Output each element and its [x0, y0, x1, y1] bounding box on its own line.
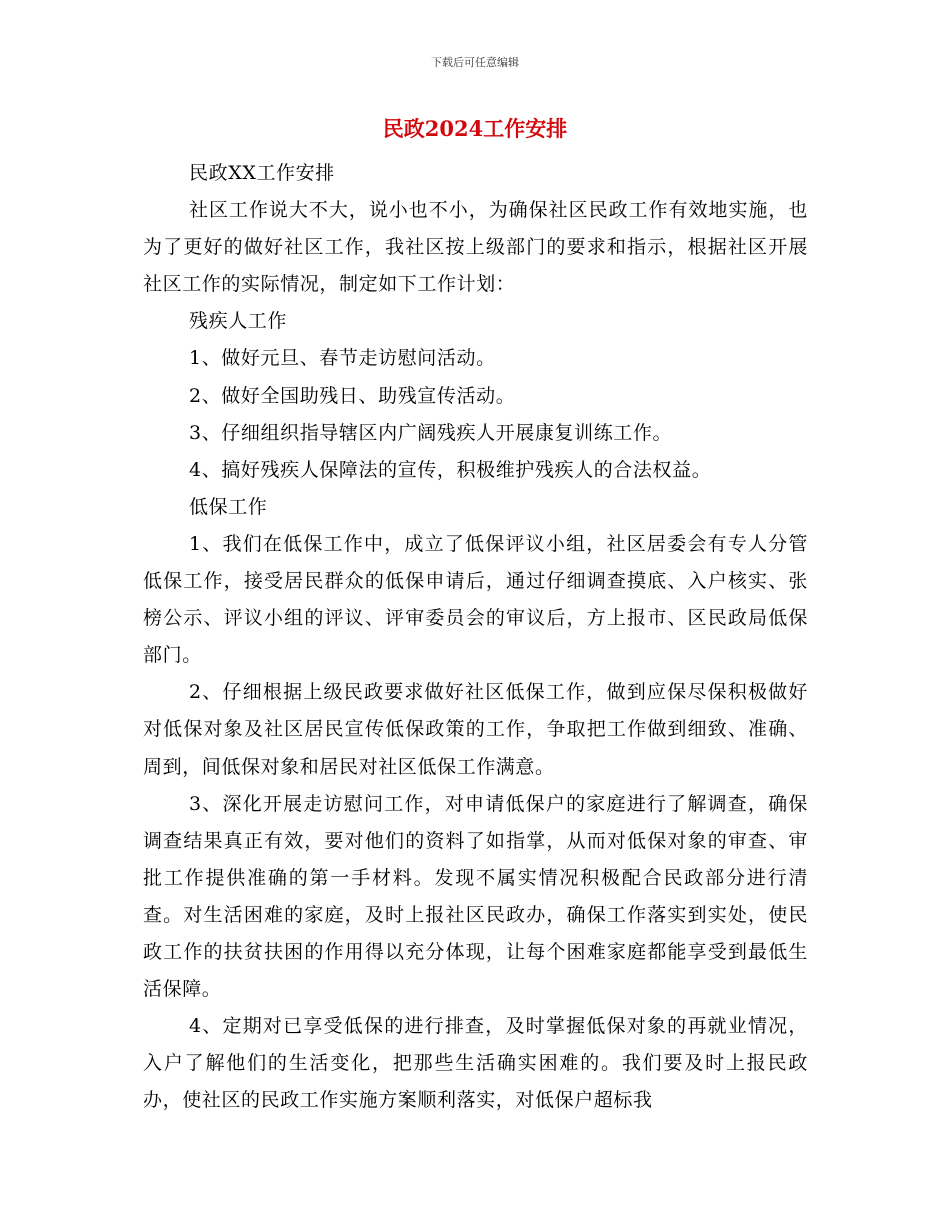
document-title: 民政2024工作安排	[382, 116, 568, 141]
list-item: 3、深化开展走访慰问工作，对申请低保户的家庭进行了解调查，确保调查结果真正有效，要对他们的资料了如指掌，从而对低保对象的审查、审批工作提供准确的第一手材料。发现不属实情况积极配合民政部分进行清查。对生活困难的家庭，及时上报社区民政办，确保工作落实到实处，使民政工作的扶贫扶困的作用得以充分体现，让每个困难家庭都能享受到最低生活保障。	[143, 792, 808, 1001]
list-item: 4、定期对已享受低保的进行排查，及时掌握低保对象的再就业情况，入户了解他们的生活变化，把那些生活确实困难的。我们要及时上报民政办，使社区的民政工作实施方案顺利落实，对低保户超标我	[143, 1015, 808, 1112]
list-item: 4、搞好残疾人保障法的宣传，积极维护残疾人的合法权益。	[189, 458, 712, 481]
section-heading-low-income-work: 低保工作	[189, 495, 268, 518]
list-item: 3、仔细组织指导辖区内广阔残疾人开展康复训练工作。	[189, 421, 673, 444]
list-item: 2、仔细根据上级民政要求做好社区低保工作，做到应保尽保积极做好对低保对象及社区居民宣传低保政策的工作，争取把工作做到细致、准确、周到，间低保对象和居民对社区低保工作满意。	[143, 681, 808, 778]
list-item: 1、做好元旦、春节走访慰问活动。	[189, 347, 496, 370]
paragraph-intro: 社区工作说大不大，说小也不小，为确保社区民政工作有效地实施，也为了更好的做好社区工作，我社区按上级部门的要求和指示，根据社区开展社区工作的实际情况，制定如下工作计划：	[143, 199, 808, 296]
header-note: 下载后可任意编辑	[431, 56, 519, 69]
list-item: 1、我们在低保工作中，成立了低保评议小组，社区居委会有专人分管低保工作，接受居民群众的低保申请后，通过仔细调查摸底、入户核实、张榜公示、评议小组的评议、评审委员会的审议后，方上报市、区民政局低保部门。	[143, 532, 808, 667]
list-item: 2、做好全国助残日、助残宣传活动。	[189, 384, 516, 407]
document-body	[143, 155, 808, 1119]
section-heading-disabled-work: 残疾人工作	[189, 310, 288, 333]
paragraph-subtitle: 民政XX工作安排	[189, 162, 335, 184]
